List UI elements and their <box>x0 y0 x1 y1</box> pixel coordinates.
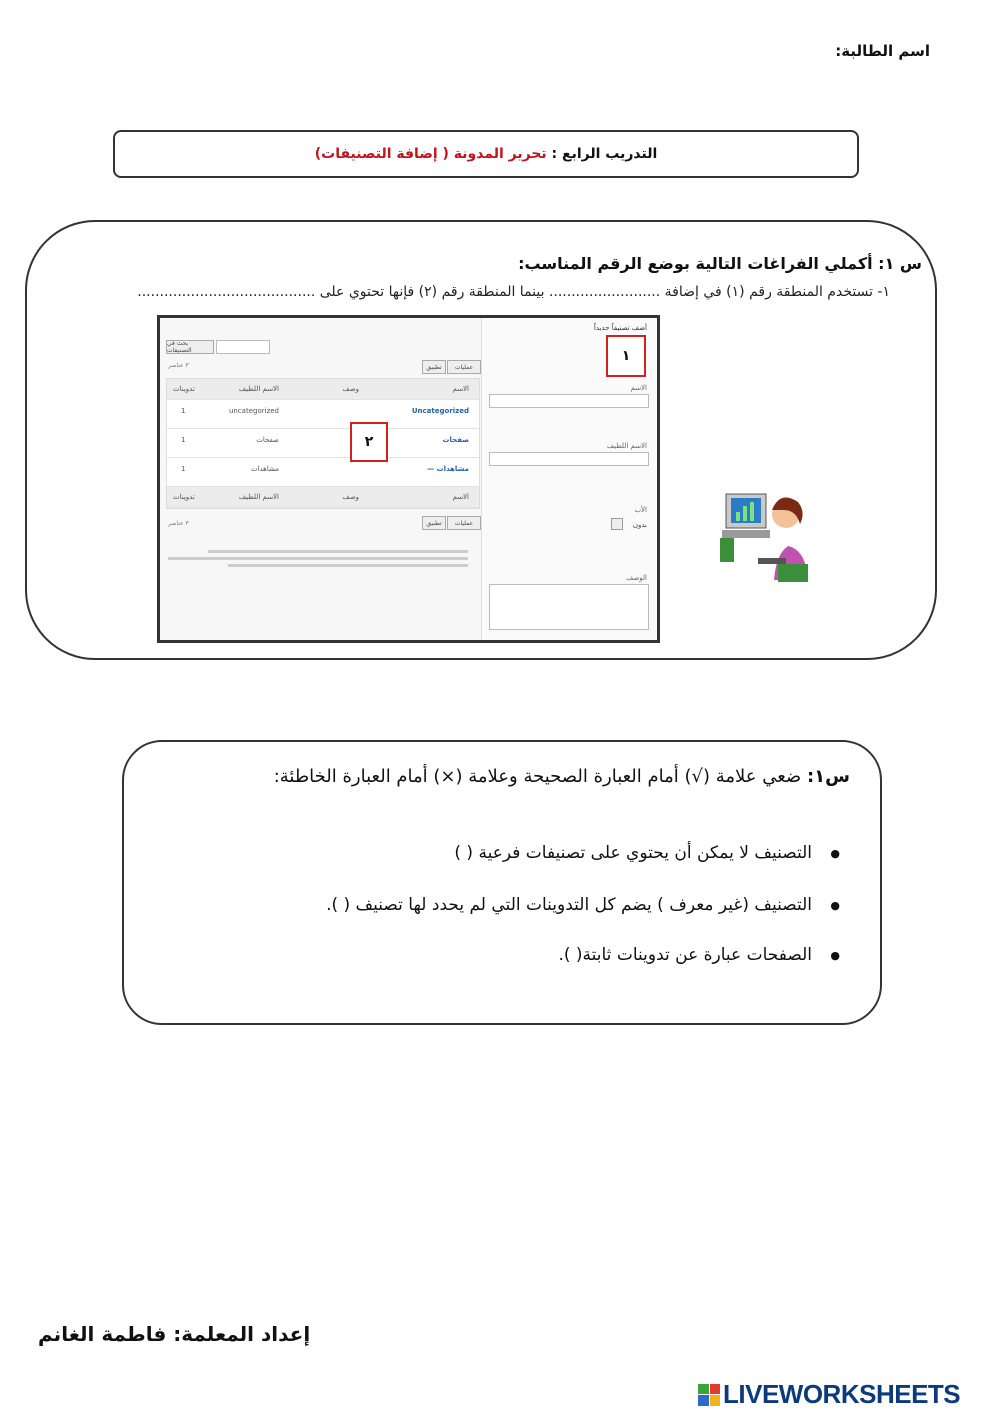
student-name-label: اسم الطالبة: <box>835 42 930 60</box>
category-name-input <box>489 394 649 408</box>
row-name: صفحات <box>442 436 469 444</box>
exercise-title-box <box>113 130 859 178</box>
bulk-actions-select-bottom: عمليات <box>447 516 481 530</box>
statement-1[interactable]: ● التصنيف لا يمكن أن يحتوي على تصنيفات فرعية ( ) <box>454 843 812 863</box>
add-category-title: أضف تصنيفاً جديداً <box>593 324 647 332</box>
column-header-posts: تدوينات <box>173 385 195 393</box>
categories-screenshot <box>157 315 660 643</box>
table-header <box>167 379 479 400</box>
statement-3[interactable]: ● الصفحات عبارة عن تدوينات ثابتة( ). <box>558 945 812 965</box>
notes-block <box>168 546 468 580</box>
chevron-down-icon <box>611 518 623 530</box>
question2-heading <box>274 766 850 787</box>
form-label-name: الاسم <box>630 384 647 392</box>
statement-2[interactable]: ● التصنيف (غير معرف ) يضم كل التدوينات التي لم يحدد لها تصنيف ( ). <box>326 895 812 915</box>
table-row <box>167 458 479 487</box>
column-footer-description: وصف <box>342 493 359 501</box>
parent-select-value: بدون <box>632 521 647 529</box>
liveworksheets-wordmark: LIVEWORKSHEETS <box>723 1379 961 1409</box>
teacher-credit: إعداد المعلمة: فاطمة الغانم <box>38 1322 311 1346</box>
liveworksheets-logo-icon <box>698 1384 720 1406</box>
row-slug: uncategorized <box>228 407 279 415</box>
question2-heading-text: ضعي علامة (√) أمام العبارة الصحيحة وعلامة (×) أمام العبارة الخاطئة: <box>273 766 802 787</box>
column-footer-name: الاسم <box>452 493 469 501</box>
bulk-actions-select-top: عمليات <box>447 360 481 374</box>
category-slug-input <box>489 452 649 466</box>
exercise-title-highlight: تحرير المدونة ( إضافة التصنيفات) <box>314 146 547 162</box>
exercise-title-prefix: التدريب الرابع : <box>551 146 658 162</box>
table-footer <box>167 487 479 508</box>
category-description-input <box>489 584 649 630</box>
area-label-1: ١ <box>606 335 646 377</box>
categories-table <box>166 378 480 509</box>
column-footer-posts: تدوينات <box>173 493 195 501</box>
apply-button-top: تطبيق <box>422 360 446 374</box>
row-name: — مشاهدات <box>427 465 469 473</box>
form-label-description: الوصف <box>626 574 647 582</box>
question1-heading: س ١: أكملي الفراغات التالية بوضع الرقم المناسب: <box>518 254 922 273</box>
row-count: 1 <box>181 436 186 444</box>
row-name: Uncategorized <box>411 407 469 415</box>
row-slug: مشاهدات <box>250 465 279 473</box>
row-count: 1 <box>181 407 186 415</box>
column-header-name: الاسم <box>452 385 469 393</box>
question1-fill-line[interactable]: ١- تستخدم المنطقة رقم (١) في إضافة ......................... بينما المنطقة رقم (٢) فإنها تحتوي على ........................................ <box>137 284 890 300</box>
items-count-bottom: ٣ عناصر <box>168 520 189 527</box>
liveworksheets-brand <box>698 1379 960 1410</box>
table-row <box>167 400 479 429</box>
column-header-slug: الاسم اللطيف <box>238 385 279 393</box>
table-row <box>167 429 479 458</box>
area-label-2: ٢ <box>350 422 388 462</box>
search-categories-input <box>216 340 270 354</box>
row-slug: صفحات <box>256 436 279 444</box>
computer-user-clipart <box>718 486 814 586</box>
row-count: 1 <box>181 465 186 473</box>
column-header-description: وصف <box>342 385 359 393</box>
column-footer-slug: الاسم اللطيف <box>238 493 279 501</box>
items-count-top: ٣ عناصر <box>168 362 189 369</box>
search-categories-button: بحث في التصنيفات <box>166 340 214 354</box>
apply-button-bottom: تطبيق <box>422 516 446 530</box>
question2-number: س١: <box>806 766 850 787</box>
form-label-parent: الأب <box>634 506 647 514</box>
form-label-slug: الاسم اللطيف <box>606 442 647 450</box>
